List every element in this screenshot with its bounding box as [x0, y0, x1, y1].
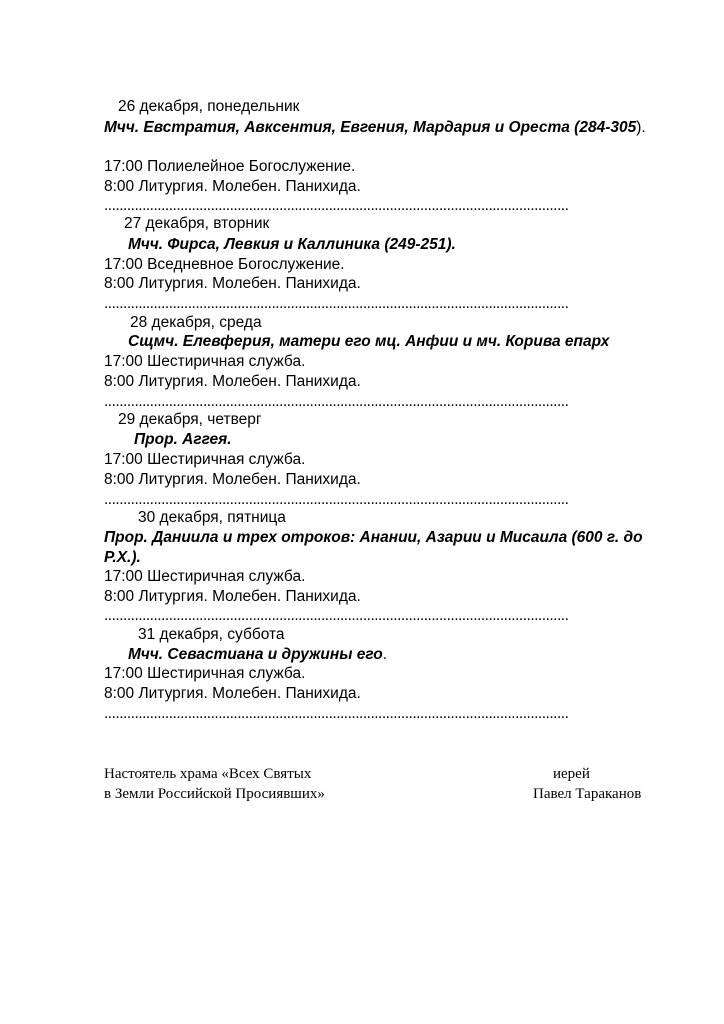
day-3-saints: Сщмч. Елевферия, матери его мц. Анфии и мч. Корива епарх [128, 333, 610, 350]
day-1-saints-tail: ). [636, 119, 646, 136]
signature-left-line-1: Настоятель храма «Всех Святых [104, 766, 312, 782]
day-6-saints [128, 645, 387, 665]
day-5-date: 30 декабря, пятница [138, 509, 286, 526]
signature-right-line-2: Павел Тараканов [533, 786, 642, 802]
separator-2: .......................................................................................................................... [104, 295, 569, 312]
day-3-date: 28 декабря, среда [130, 314, 262, 331]
day-1-date: 26 декабря, понедельник [118, 98, 300, 115]
day-2-service-morning: 8:00 Литургия. Молебен. Панихида. [104, 275, 361, 292]
day-4-service-evening: 17:00 Шестиричная служба. [104, 451, 306, 468]
day-6-date: 31 декабря, суббота [138, 626, 285, 643]
day-1-saints-text: Мчч. Евстратия, Авксентия, Евгения, Мардария и Ореста (284-305 [104, 119, 637, 136]
day-3-service-evening: 17:00 Шестиричная служба. [104, 353, 306, 370]
day-1-service-evening: 17:00 Полиелейное Богослужение. [104, 158, 356, 175]
day-6-service-morning: 8:00 Литургия. Молебен. Панихида. [104, 685, 361, 702]
day-6-service-evening: 17:00 Шестиричная служба. [104, 665, 306, 682]
day-5-service-morning: 8:00 Литургия. Молебен. Панихида. [104, 588, 361, 605]
day-1-service-morning: 8:00 Литургия. Молебен. Панихида. [104, 178, 361, 195]
separator-4: .......................................................................................................................... [104, 491, 569, 508]
signature-left-line-2: в Земли Российской Просиявших» [104, 786, 325, 802]
day-3-service-morning: 8:00 Литургия. Молебен. Панихида. [104, 373, 361, 390]
day-4-saints: Прор. Аггея. [134, 431, 232, 448]
day-6-saints-tail: . [382, 646, 388, 663]
separator-1: .......................................................................................................................... [104, 197, 569, 214]
day-5-service-evening: 17:00 Шестиричная служба. [104, 568, 306, 585]
day-4-date: 29 декабря, четверг [118, 411, 262, 428]
day-1-saints [104, 118, 674, 138]
day-2-service-evening: 17:00 Вседневное Богослужение. [104, 256, 345, 273]
separator-5: .......................................................................................................................... [104, 607, 569, 624]
separator-6: .......................................................................................................................... [104, 705, 569, 722]
day-6-saints-text: Мчч. Севастиана и дружины его [128, 646, 383, 663]
separator-3: .......................................................................................................................... [104, 393, 569, 410]
day-2-saints: Мчч. Фирса, Левкия и Каллиника (249-251). [128, 236, 456, 253]
signature-right-line-1: иерей [553, 766, 590, 782]
day-4-service-morning: 8:00 Литургия. Молебен. Панихида. [104, 471, 361, 488]
day-5-saints: Прор. Даниила и трех отроков: Анании, Азарии и Мисаила (600 г. до Р.Х.). [104, 529, 643, 566]
day-2-date: 27 декабря, вторник [124, 215, 270, 232]
